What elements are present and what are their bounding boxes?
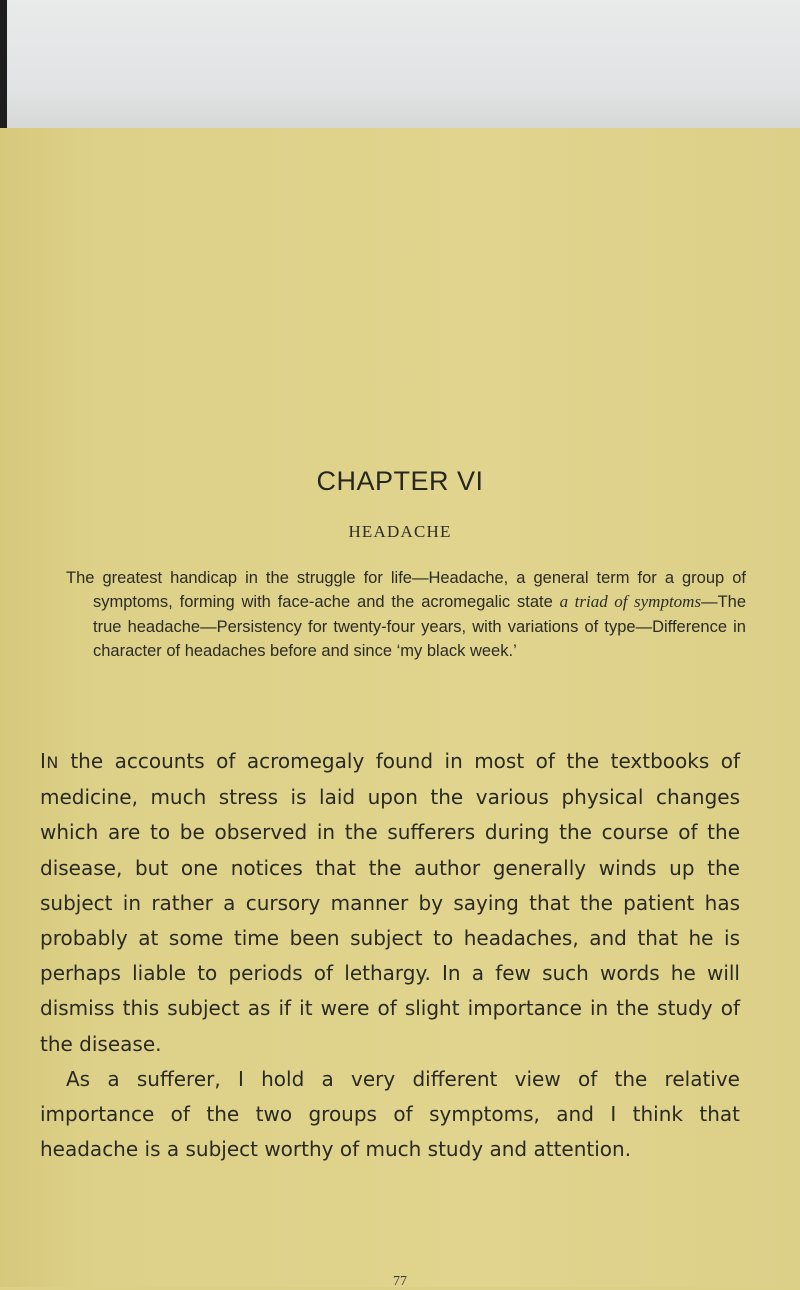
paragraph-1-text: the accounts of acromegaly found in most of the textbooks of medicine, much stress is laid upon the various physical changes which are to be observed in the sufferers during the course of the disease, but one notices that the author generally winds up the subject in rather a cursory manner by saying that the patient has probably at some time been subject to headaches, and that he is perhaps liable to periods of lethargy. In a few such words he will dismiss this subject as if it were of slight importance in the study of the disease.	[40, 749, 740, 1056]
body-paragraph-1	[40, 744, 740, 1062]
chapter-title: HEADACHE	[348, 522, 452, 541]
binding-edge	[0, 0, 7, 128]
smallcaps-letter: N	[46, 753, 59, 772]
summary-text-part1: The greatest handicap in the struggle for life—Headache, a general term for a group of symptoms, forming with face-ache and the acromegalic state	[66, 569, 746, 612]
page-number: 77	[393, 1274, 407, 1289]
chapter-heading: CHAPTER VI	[316, 466, 484, 496]
chapter-summary	[66, 566, 746, 664]
summary-italic-text: a triad of symptoms	[559, 592, 702, 612]
dropcap-letter: I	[40, 749, 47, 773]
flyleaf-page	[0, 0, 800, 129]
body-text	[40, 744, 740, 1167]
body-paragraph-2: As a sufferer, I hold a very different view of the relative importance of the two groups of symptoms, and I think that headache is a subject worthy of much study and attention.	[40, 1066, 740, 1162]
summary-text-part2: —The true headache—Persistency for twenty-four years, with variations of type—Difference in character of headaches before and since ‘my black week.’	[93, 593, 747, 661]
